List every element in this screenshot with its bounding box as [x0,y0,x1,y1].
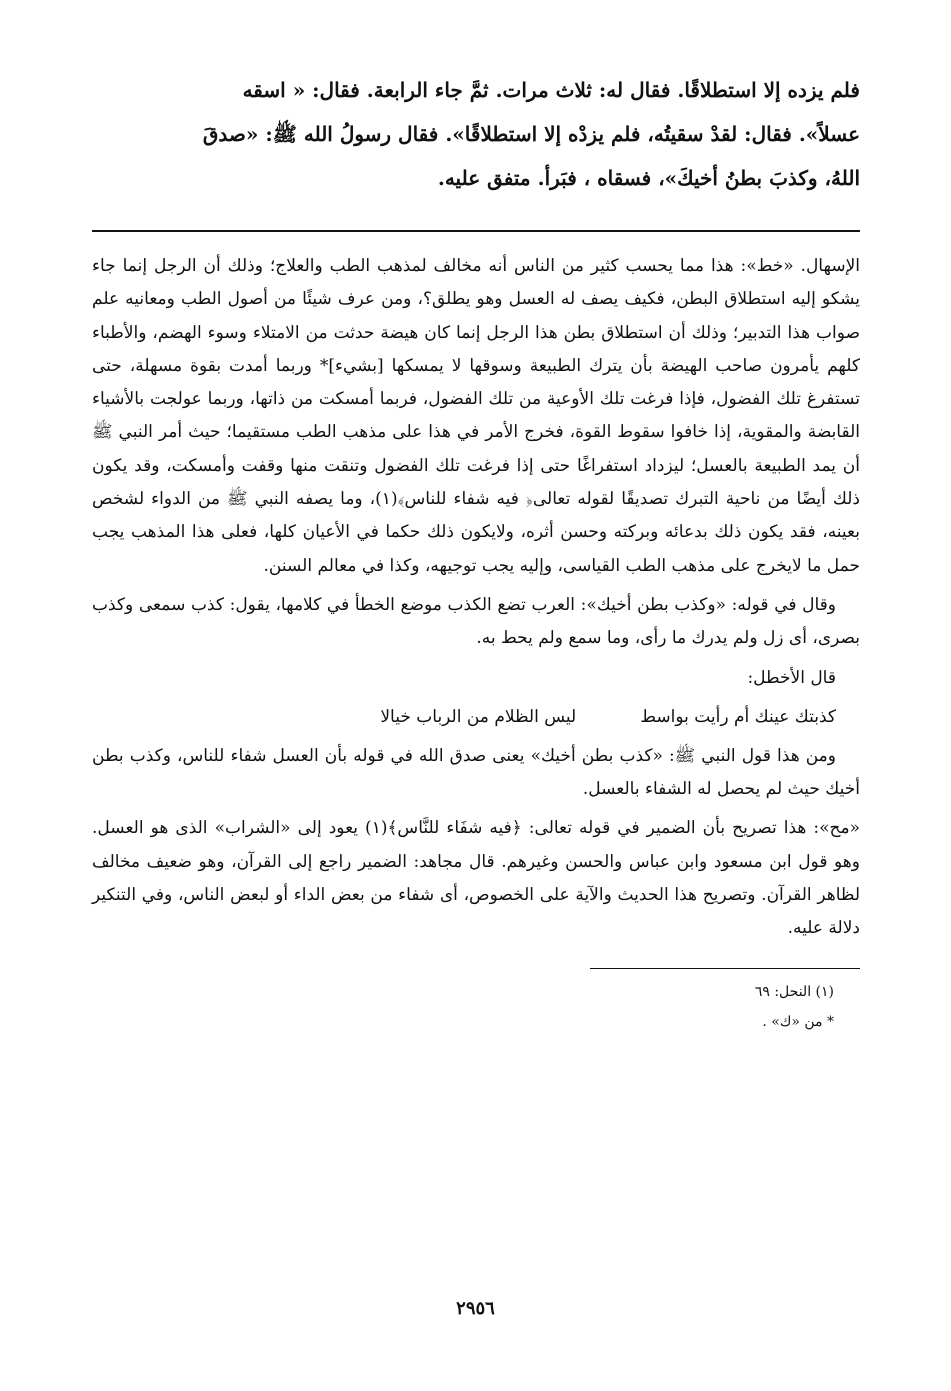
hadith-line: اللهُ، وكذبَ بطنُ أخيكَ»، فسقاه ، فبَرأ. متفق عليه. [437,166,860,190]
commentary-paragraph: الإسهال. «خط»: هذا مما يحسب كثير من الناس أنه مخالف لمذهب الطب والعلاج؛ وذلك أن الرجل إنما جاء يشكو إليه استطلاق البطن، فكيف يصف له العسل وهو يطلق؟، ومن عرف شيئًا من أصول الطب ومعانيه علم صواب هذا التدبير؛ وذلك أن استطلاق بطن هذا الرجل إنما كان هيضة حدثت من الامتلاء وسوء الهضم، والأطباء كلهم يأمرون صاحب الهيضة بأن يترك الطبيعة وسوقها لا يمسكها [بشيء]* وربما أمدت بقوة مسهلة، حتى تستفرغ تلك الفضول، فإذا فرغت تلك الأوعية من تلك الفضول، فربما أمسكت من ذاتها، وربما عولجت بالأشياء القابضة والمقوية، إذا خافوا سقوط القوة، فخرج الأمر في هذا على مذهب الطب مستقيما؛ حيث أمر النبي ﷺ أن يمد الطبيعة بالعسل؛ ليزداد استفراغًا حتى إذا فرغت تلك الفضول وتنقت منها وقفت وأمسكت، وقد يكون ذلك أيضًا من ناحية التبرك تصديقًا لقوله تعالى﴿ فيه شفاء للناس﴾(١)، وما يصفه النبي ﷺ من الدواء لشخص بعينه، فقد يكون ذلك بدعائه وبركته وحسن أثره، ولايكون ذلك حكما في الأعيان كلها، فعلى هذا المذهب يجب حمل ما لايخرج على مذهب الطب القياسى، وإليه يجب توجيهه، وكذا في معالم السنن. [92,256,860,576]
poetry-verse [92,701,860,734]
commentary-paragraph: ومن هذا قول النبي ﷺ: «كذب بطن أخيك» يعنى صدق الله في قوله بأن العسل شفاء للناس، وكذب بطن أخيك حيث لم يحصل له الشفاء بالعسل. [92,745,860,800]
hadith-text [92,68,860,230]
footnote-divider [590,968,860,969]
hadith-line: فلم يزده إلا استطلاقًا. فقال له: ثلاث مرات. ثمَّ جاء الرابعة. فقال: « اسقه [242,78,860,102]
commentary [92,250,860,946]
hadith-line: عسلاً». فقال: لقدْ سقيتُه، فلم يزدْه إلا استطلاقًا». فقال رسولُ الله ﷺ: «صدقَ [202,122,860,146]
verse-first-hemistich: كذبتك عينك أم رأيت بواسط [640,706,836,727]
page-number: ٢٩٥٦ [456,1298,495,1319]
verse-second-hemistich: ليس الظلام من الرباب خيالا [380,706,577,727]
commentary-paragraph: «مح»: هذا تصريح بأن الضمير في قوله تعالى: ﴿فيه شفَاء للنَّاس﴾(١) يعود إلى «الشراب» الذى هو العسل. وهو قول ابن مسعود وابن عباس والحسن وغيرهم. قال مجاهد: الضمير راجع إلى القرآن، وهو ضعيف مخالف لظاهر القرآن. وتصريح هذا الحديث والآية على الخصوص، أى شفاء من بعض الداء أو لبعض الناس، وفي التنكير دلالة عليه. [92,818,860,939]
footnotes [92,977,860,1037]
footnote: (١) النحل: ٦٩ [754,983,834,1000]
section-divider [92,230,860,232]
commentary-paragraph: وقال في قوله: «وكذب بطن أخيك»: العرب تضع الكذب موضع الخطأ في كلامها، يقول: كذب سمعى وكذب بصرى، أى زل ولم يدرك ما رأى، وما سمع ولم يحط به. [92,594,860,649]
page [92,68,860,1037]
poet-attribution: قال الأخطل: [747,667,836,688]
footnote: * من «ك» . [762,1013,834,1030]
